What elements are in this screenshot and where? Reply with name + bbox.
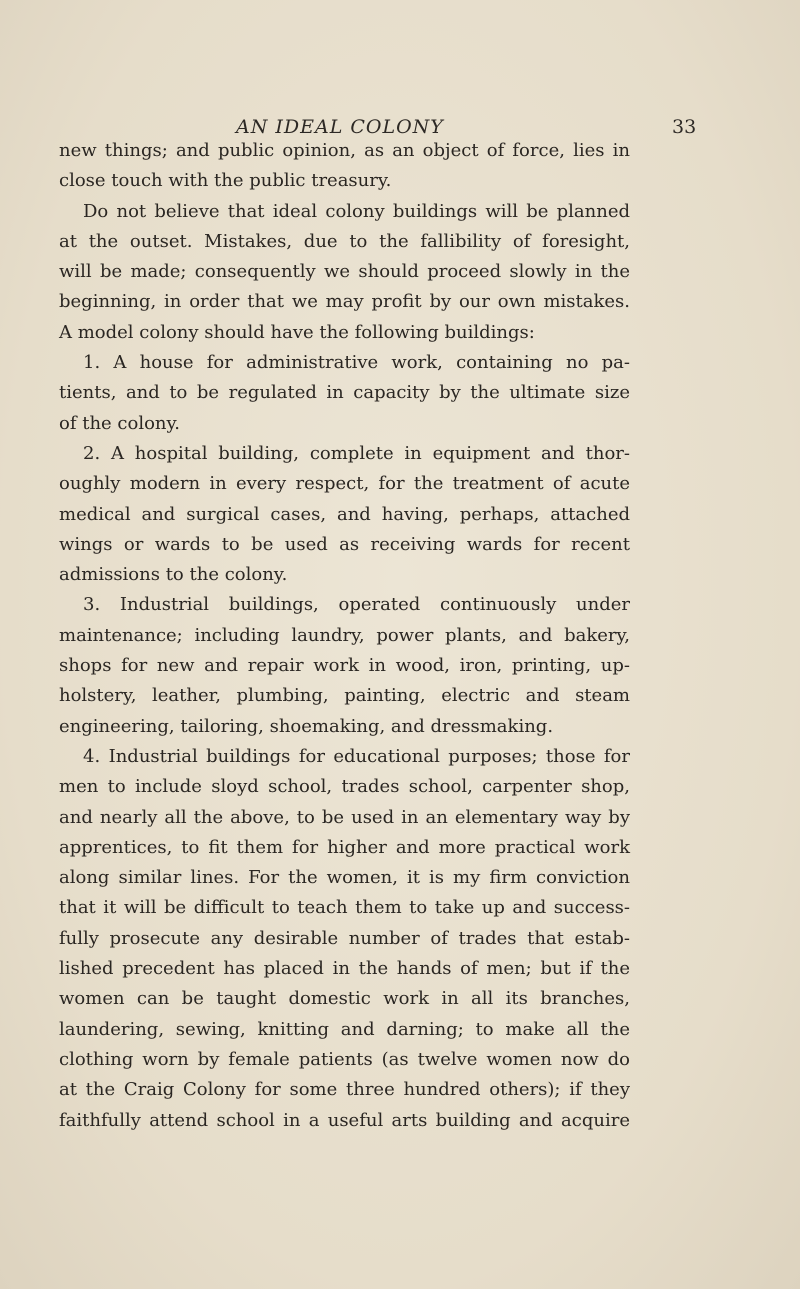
text-line: new things; and public opinion, as an object of force, lies in	[59, 140, 630, 161]
text-line: close touch with the public treasury.	[59, 170, 392, 192]
text-line: medical and surgical cases, and having, perhaps, attached	[59, 503, 630, 525]
text-line: Do not believe that ideal colony buildings will be planned	[83, 200, 630, 222]
text-line: lished precedent has placed in the hands of men; but if the	[59, 958, 630, 980]
text-line: holstery, leather, plumbing, painting, electric and steam	[59, 685, 630, 707]
text-line: faithfully attend school in a useful arts building and acquire	[59, 1109, 630, 1131]
text-line: at the Craig Colony for some three hundred others); if they	[59, 1079, 630, 1101]
body-text	[59, 136, 630, 1136]
text-line: of the colony.	[59, 412, 181, 434]
text-line: laundering, sewing, knitting and darning; to make all the	[59, 1018, 630, 1040]
text-line: clothing worn by female patients (as twelve women now do	[59, 1048, 630, 1070]
text-line: beginning, in order that we may profit by our own mistakes.	[59, 291, 630, 313]
text-line: at the outset. Mistakes, due to the fallibility of foresight,	[59, 230, 630, 252]
text-line: wings or wards to be used as receiving wards for recent	[59, 533, 630, 555]
text-line: tients, and to be regulated in capacity by the ultimate size	[59, 382, 630, 404]
text-line: maintenance; including laundry, power plants, and bakery,	[59, 624, 630, 646]
text-line: and nearly all the above, to be used in an elementary way by	[59, 806, 630, 828]
text-line: women can be taught domestic work in all its branches,	[59, 988, 630, 1010]
text-line: A model colony should have the following buildings:	[59, 321, 535, 343]
text-line: shops for new and repair work in wood, iron, printing, up-	[59, 655, 630, 677]
text-line: admissions to the colony.	[59, 564, 288, 586]
text-line: will be made; consequently we should proceed slowly in the	[59, 261, 630, 283]
text-line: 4. Industrial buildings for educational purposes; those for	[83, 745, 630, 767]
running-title: AN IDEAL COLONY	[236, 116, 444, 138]
text-line: apprentices, to fit them for higher and more practical work	[59, 836, 630, 858]
text-line: oughly modern in every respect, for the treatment of acute	[59, 473, 630, 495]
text-line: along similar lines. For the women, it is my firm conviction	[59, 867, 630, 889]
page-number: 33	[672, 116, 697, 138]
text-line: 1. A house for administrative work, containing no pa-	[83, 352, 630, 374]
text-line: that it will be difficult to teach them to take up and success-	[59, 897, 630, 919]
text-line: 3. Industrial buildings, operated continuously under	[83, 594, 630, 616]
text-line: fully prosecute any desirable number of trades that estab-	[59, 927, 630, 949]
text-line: engineering, tailoring, shoemaking, and dressmaking.	[59, 715, 554, 737]
text-line: 2. A hospital building, complete in equipment and thor-	[83, 442, 630, 464]
text-line: men to include sloyd school, trades school, carpenter shop,	[59, 776, 630, 798]
